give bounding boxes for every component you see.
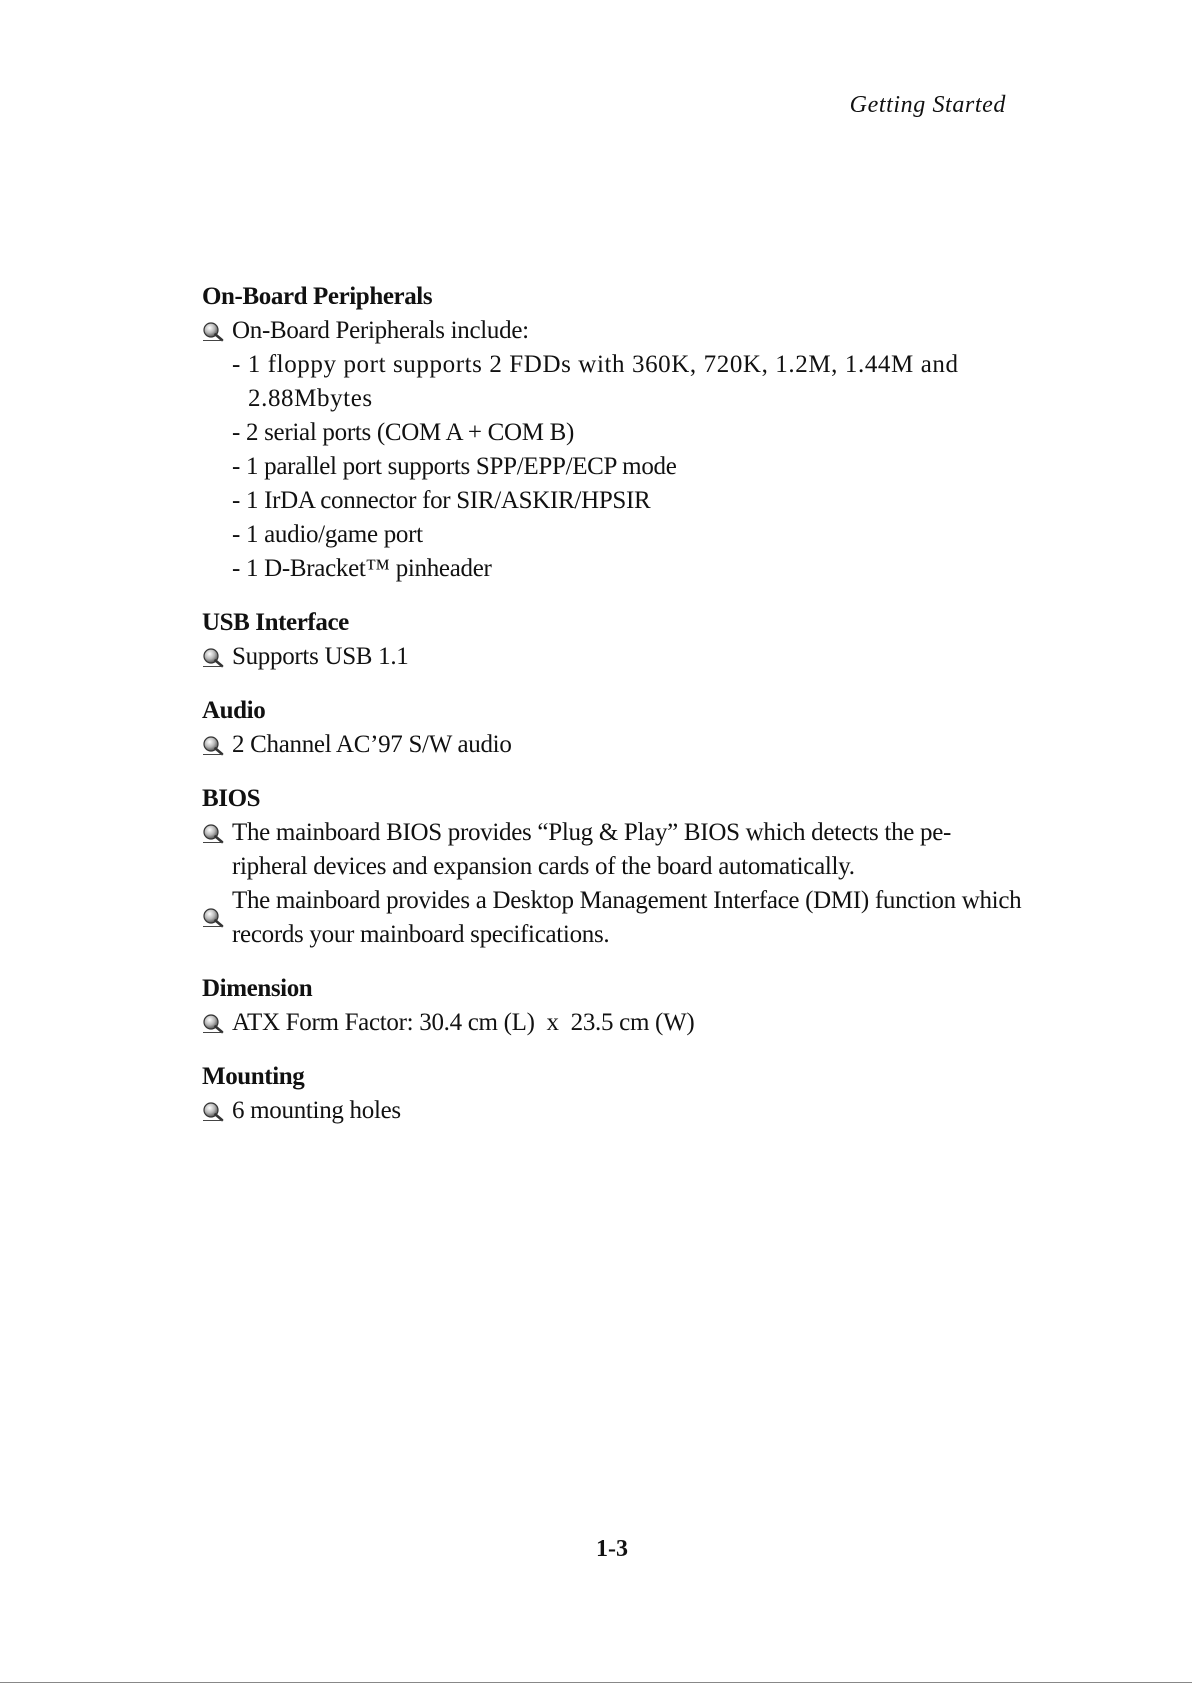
section-title-audio: Audio — [202, 697, 266, 724]
magnifier-bullet-icon — [202, 824, 224, 844]
bullet-text: The mainboard BIOS provides “Plug & Play” BIOS which detects the pe-ripheral devices and expansion cards of the board automatically. — [232, 819, 952, 880]
list-item: - 1 IrDA connector for SIR/ASKIR/HPSIR — [232, 487, 651, 514]
magnifier-bullet-icon — [202, 1102, 224, 1122]
section-on-board-peripherals — [202, 280, 1024, 586]
bullet-text: 2 Channel AC’97 S/W audio — [232, 731, 512, 758]
bullet-usb — [202, 640, 1024, 674]
list-item: - 1 audio/game port — [232, 521, 423, 548]
section-usb-interface — [202, 606, 1024, 674]
page-content — [202, 280, 1024, 1148]
section-bios — [202, 782, 1024, 952]
peripherals-list — [202, 348, 1024, 586]
section-title-bios: BIOS — [202, 785, 261, 812]
section-audio — [202, 694, 1024, 762]
magnifier-bullet-icon — [202, 908, 224, 928]
list-item: - 1 parallel port supports SPP/EPP/ECP mode — [232, 453, 677, 480]
bullet-text: 6 mounting holes — [232, 1097, 401, 1124]
section-title-peripherals: On-Board Peripherals — [202, 283, 433, 310]
section-title-dimension: Dimension — [202, 975, 313, 1002]
bullet-mounting — [202, 1094, 1024, 1128]
bullet-text: On-Board Peripherals include: — [232, 317, 529, 344]
section-dimension — [202, 972, 1024, 1040]
bullet-text: Supports USB 1.1 — [232, 643, 409, 670]
bullet-audio — [202, 728, 1024, 762]
list-item: - 1 D-Bracket™ pinheader — [232, 555, 492, 582]
bullet-bios-pnp — [202, 816, 1024, 884]
bullet-text: The mainboard provides a Desktop Management Interface (DMI) function which records your mainboard specifications. — [232, 887, 1022, 948]
magnifier-bullet-icon — [202, 736, 224, 756]
magnifier-bullet-icon — [202, 322, 224, 342]
list-item: - 2 serial ports (COM A + COM B) — [232, 419, 574, 446]
list-item: - 1 floppy port supports 2 FDDs with 360K, 720K, 1.2M, 1.44M and 2.88Mbytes — [232, 351, 959, 412]
page-number: 1-3 — [596, 1536, 628, 1562]
bullet-bios-dmi — [202, 884, 1024, 952]
magnifier-bullet-icon — [202, 648, 224, 668]
section-mounting — [202, 1060, 1024, 1128]
magnifier-bullet-icon — [202, 1014, 224, 1034]
bullet-peripherals-intro — [202, 314, 1024, 348]
running-header-title: Getting Started — [849, 92, 1006, 118]
bullet-dimension — [202, 1006, 1024, 1040]
section-title-usb: USB Interface — [202, 609, 349, 636]
bottom-edge-rule — [0, 1682, 1192, 1683]
section-title-mounting: Mounting — [202, 1063, 305, 1090]
bullet-text: ATX Form Factor: 30.4 cm (L) x 23.5 cm (W) — [232, 1009, 695, 1036]
